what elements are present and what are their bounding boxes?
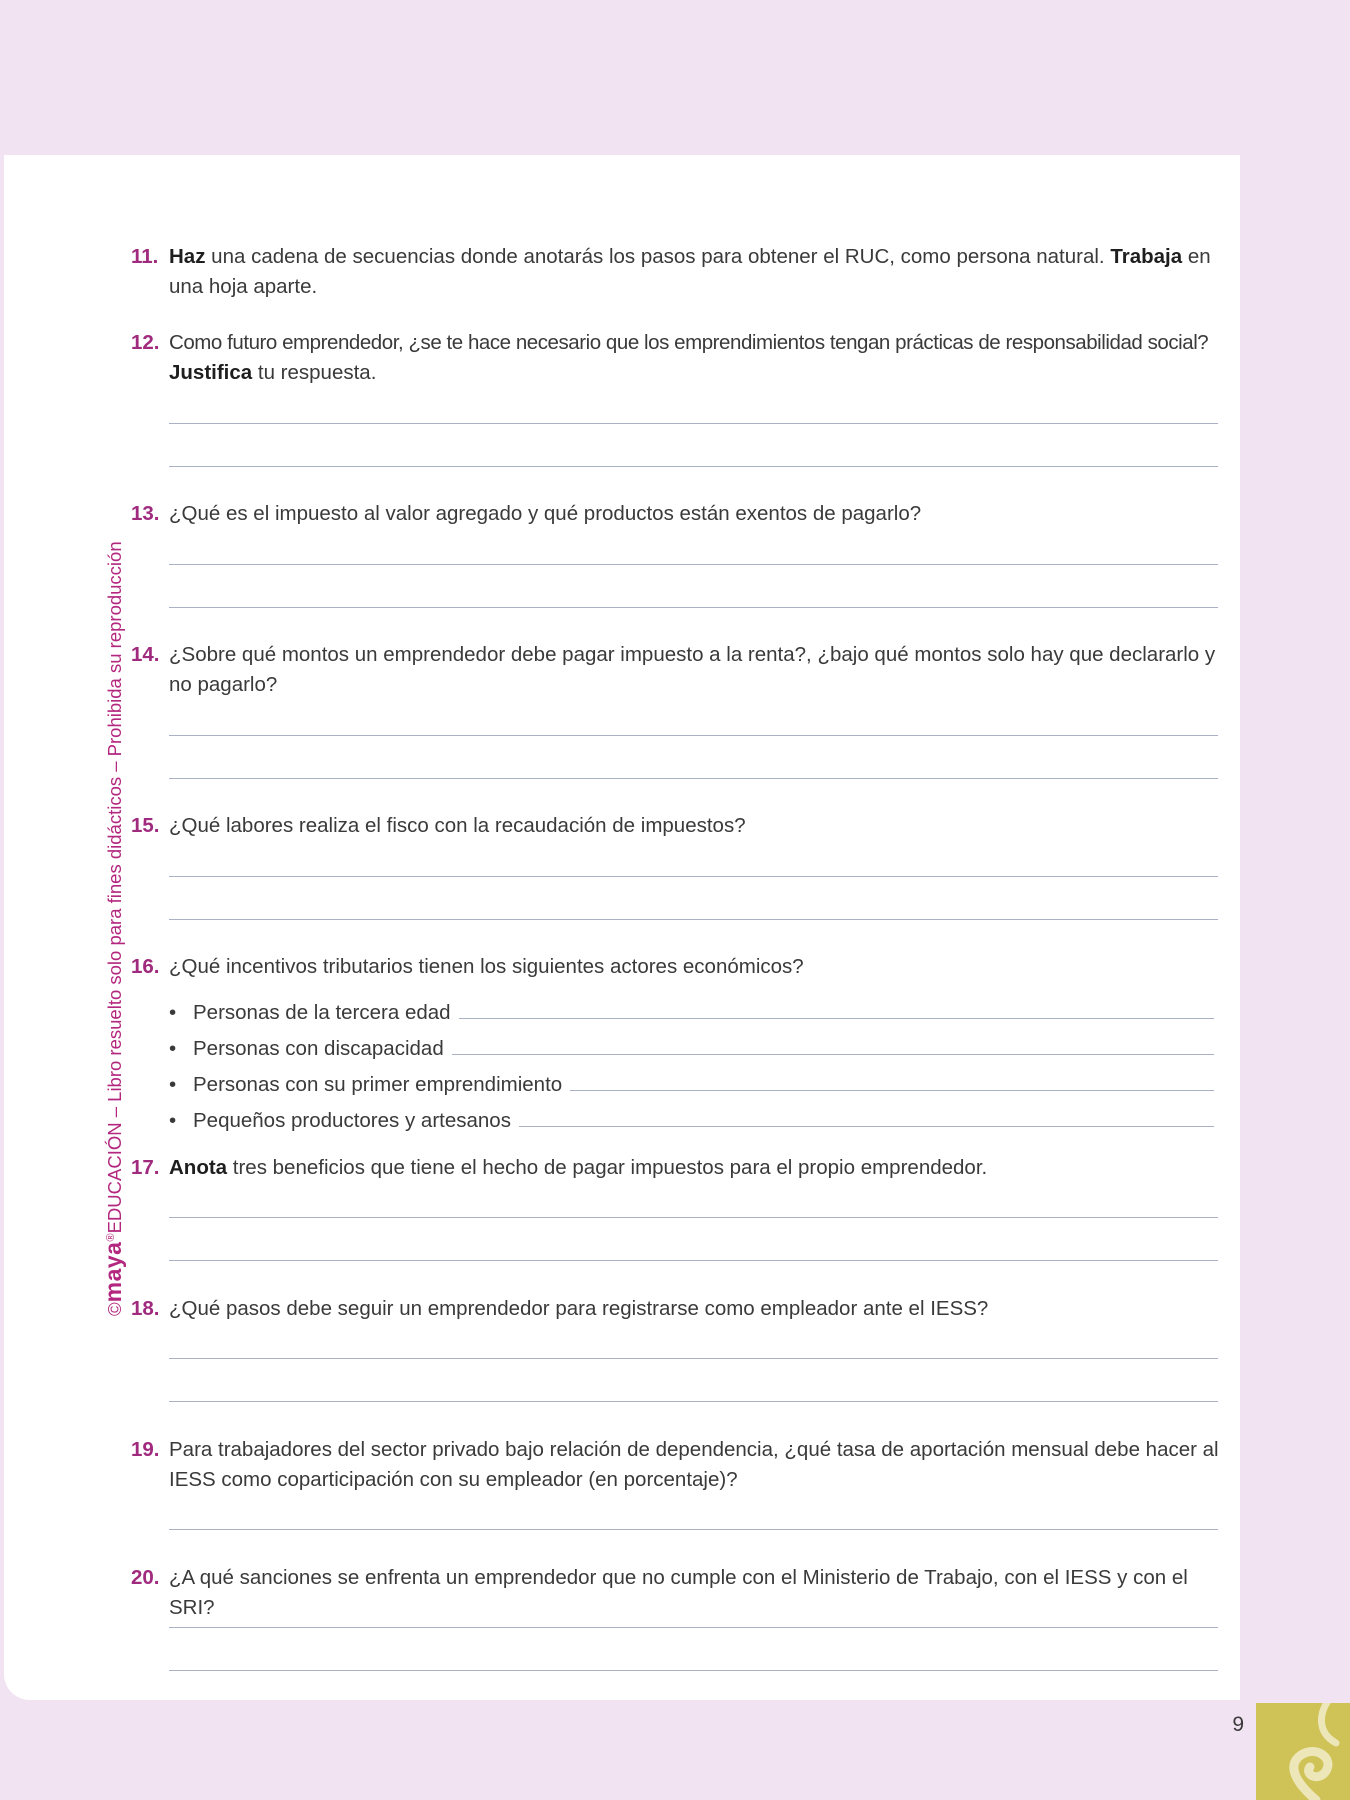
question-11: 11. Haz una cadena de secuencias donde anotarás los pasos para obtener el RUC, como persona natural. Trabaja en una hoja aparte.: [131, 242, 1221, 302]
copyright-sidebar: ©maya®EDUCACIÓN – Libro resuelto solo para fines didácticos – Prohibida su reproducción: [100, 541, 126, 1316]
bullet-item: • Pequeños productores y artesanos: [169, 1103, 1214, 1133]
bullet-item: • Personas con su primer emprendimiento: [169, 1067, 1214, 1097]
answer-line[interactable]: [169, 423, 1218, 424]
question-number: 17.: [131, 1156, 160, 1179]
question-number: 12.: [131, 331, 160, 354]
answer-line[interactable]: [169, 607, 1218, 608]
question-14: 14. ¿Sobre qué montos un emprendedor debe pagar impuesto a la renta?, ¿bajo qué montos solo hay que declararlo y no pagarlo?: [131, 640, 1221, 700]
bullet-item: • Personas con discapacidad: [169, 1031, 1214, 1061]
answer-line[interactable]: [169, 466, 1218, 467]
answer-line[interactable]: [169, 1627, 1218, 1628]
answer-line[interactable]: [519, 1126, 1214, 1127]
question-number: 11.: [131, 245, 159, 268]
question-number: 13.: [131, 502, 160, 525]
question-number: 16.: [131, 955, 160, 978]
answer-line[interactable]: [169, 778, 1218, 779]
question-20: 20. ¿A qué sanciones se enfrenta un emprendedor que no cumple con el Ministerio de Trabajo, con el IESS y con el SRI?: [131, 1563, 1221, 1623]
decorative-corner: [1256, 1703, 1350, 1800]
question-number: 14.: [131, 643, 160, 666]
question-16: 16. ¿Qué incentivos tributarios tienen los siguientes actores económicos?: [131, 952, 1221, 982]
question-number: 18.: [131, 1297, 160, 1320]
answer-line[interactable]: [169, 564, 1218, 565]
answer-line[interactable]: [169, 1401, 1218, 1402]
answer-line[interactable]: [169, 1260, 1218, 1261]
maya-logo: maya: [100, 1241, 126, 1303]
question-19: 19. Para trabajadores del sector privado bajo relación de dependencia, ¿qué tasa de aportación mensual debe hacer al IESS como coparticipación con su empleador (en porcentaje)?: [131, 1435, 1221, 1495]
bullet-item: • Personas de la tercera edad: [169, 995, 1214, 1025]
answer-line[interactable]: [169, 919, 1218, 920]
question-number: 15.: [131, 814, 160, 837]
swirl-icon: [1256, 1703, 1350, 1800]
answer-line[interactable]: [169, 735, 1218, 736]
answer-line[interactable]: [452, 1054, 1214, 1055]
question-15: 15. ¿Qué labores realiza el fisco con la recaudación de impuestos?: [131, 811, 1221, 841]
question-18: 18. ¿Qué pasos debe seguir un emprendedor para registrarse como empleador ante el IESS?: [131, 1294, 1221, 1324]
question-17: 17. Anota tres beneficios que tiene el hecho de pagar impuestos para el propio emprendedor.: [131, 1153, 1221, 1183]
answer-line[interactable]: [570, 1090, 1214, 1091]
answer-line[interactable]: [169, 1670, 1218, 1671]
page-number: 9: [1232, 1713, 1244, 1736]
answer-line[interactable]: [459, 1018, 1214, 1019]
question-number: 19.: [131, 1438, 160, 1461]
answer-line[interactable]: [169, 876, 1218, 877]
question-number: 20.: [131, 1566, 160, 1589]
answer-line[interactable]: [169, 1358, 1218, 1359]
question-12: 12. Como futuro emprendedor, ¿se te hace necesario que los emprendimientos tengan prácticas de responsabilidad social? Justifica tu respuesta.: [131, 328, 1221, 388]
answer-line[interactable]: [169, 1217, 1218, 1218]
question-13: 13. ¿Qué es el impuesto al valor agregado y qué productos están exentos de pagarlo?: [131, 499, 1221, 529]
answer-line[interactable]: [169, 1529, 1218, 1530]
